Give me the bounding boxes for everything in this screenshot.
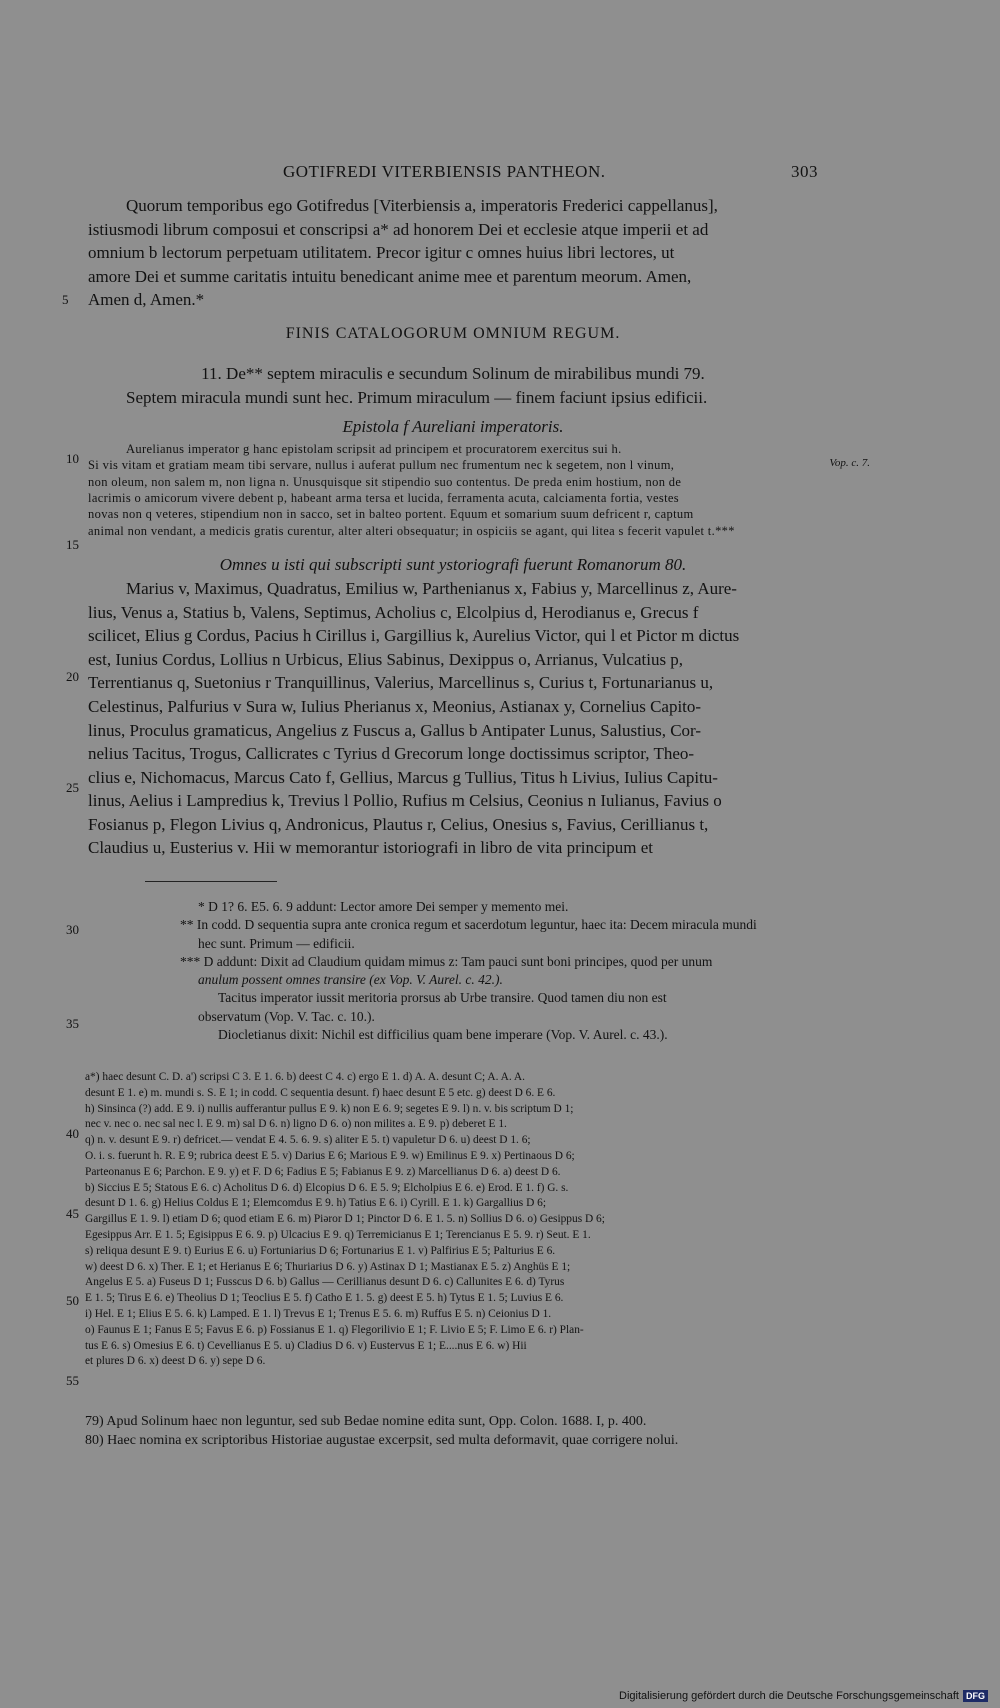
- footnote-line: Diocletianus dixit: Nichil est difficilius quam bene imperare (Vop. V. Aurel. c. 43.).: [218, 1027, 668, 1043]
- apparatus-line: h) Sinsinca (?) add. E 9. i) nullis aufferantur pullus E 9. k) non E 6. 9; segetes E 9. l) n. v. bis scriptum D 1;: [85, 1102, 574, 1115]
- line-number-15: 15: [66, 537, 79, 552]
- apparatus-line: desunt E 1. e) m. mundi s. S. E 1; in codd. C sequentia desunt. f) haec desunt E 5 etc. g) deest D 6. E 6.: [85, 1086, 556, 1099]
- epistola-line: animal non vendant, a medicis gratis curentur, alter alteri obsequatur; in ospiciis se agant, qui litea s fecerit vapulet t.***: [88, 523, 735, 538]
- line-number-5: 5: [62, 292, 69, 307]
- historians-list: [88, 577, 818, 860]
- apparatus-line: et plures D 6. x) deest D 6. y) sepe D 6.: [85, 1355, 266, 1368]
- epistola-line: Aurelianus imperator g hanc epistolam scripsit ad principem et procuratorem exercitus sui h.: [126, 442, 622, 457]
- footnote-line: anulum possent omnes transire (ex Vop. V. Aurel. c. 42.).: [198, 972, 503, 988]
- apparatus-line: Egesippus Arr. E 1. 5; Egisippus E 6. 9. p) Ulcacius E 9. q) Terremicianus E 1; Terencianus E 5. 9. r) Seut. E 1.: [85, 1228, 591, 1241]
- line-number-45: 45: [66, 1206, 79, 1221]
- epistola-line: non oleum, non salem m, non ligna n. Unusquisque sit stipendio suo contentus. De preda enim hostium, non de: [88, 474, 682, 489]
- apparatus-line: q) n. v. desunt E 9. r) defricet.— vendat E 4. 5. 6. 9. s) aliter E 5. t) vapuletur D 6. u) deest D 1. 6;: [85, 1134, 531, 1147]
- line-number-40: 40: [66, 1126, 79, 1141]
- footnote-line: Tacitus imperator iussit meritoria prorsus ab Urbe transire. Quod tamen diu non est: [218, 990, 667, 1006]
- apparatus-line: Gargillus E 1. 9. l) etiam D 6; quod etiam E 6. m) Piəror D 1; Pinctor D 6. E 1. 5. n) Sollius D 6. o) Gesippus D 6;: [85, 1213, 605, 1226]
- footnote-rule: [145, 881, 277, 882]
- apparatus-line: s) reliqua desunt E 9. t) Eurius E 6. u) Fortuniarius D 6; Fortunarius E 1. v) Palfirius E 5; Palturius E 6.: [85, 1244, 556, 1257]
- critical-apparatus: [85, 1070, 817, 1370]
- historians-line: Claudius u, Eusterius v. Hii w memorantur istoriografi in libro de vita principum et: [88, 838, 653, 858]
- intro-line: Quorum temporibus ego Gotifredus [Viterbiensis a, imperatoris Frederici cappellanus],: [126, 196, 718, 215]
- historians-line: est, Iunius Cordus, Lollius n Urbicus, Elius Sabinus, Dexippus o, Arrianus, Vulcatius p,: [88, 649, 684, 669]
- footer-text: Digitalisierung gefördert durch die Deutsche Forschungsgemeinschaft: [619, 1690, 959, 1702]
- apparatus-line: tus E 6. s) Omesius E 6. t) Cevellianus E 5. u) Cladius D 6. v) Eustervus E 1; E....nus E 6. w) Hii: [85, 1339, 527, 1352]
- epistola-line: lacrimis o amicorum vivere debent p, habeant arma tersa et lucida, ferramenta acuta, calciamenta fortia, vestes: [88, 491, 680, 506]
- apparatus-line: i) Hel. E 1; Elius E 5. 6. k) Lamped. E 1. l) Trevus E 1; Trenus E 5. 6. m) Ruffus E 5. n) Ceionius D 1.: [85, 1307, 552, 1320]
- line-number-10: 10: [66, 451, 79, 466]
- endnotes: [85, 1412, 817, 1450]
- apparatus-line: o) Faunus E 1; Fanus E 5; Favus E 6. p) Fossianus E 1. q) Flegorilivio E 1; F. Livio E 5; F. Limo E 6. r) Plan-: [85, 1323, 584, 1336]
- line-number-25: 25: [66, 780, 79, 795]
- footnote-line: * D 1? 6. E5. 6. 9 addunt: Lector amore Dei semper y memento mei.: [198, 899, 569, 914]
- apparatus-line: desunt D 1. 6. g) Helius Coldus E 1; Elemcomdus E 9. h) Tatius E 6. i) Cyrill. E 1. k) Gargallius D 6;: [85, 1197, 547, 1210]
- historians-line: linus, Aelius i Lampredius k, Trevius l Pollio, Rufius m Celsius, Ceonius n Iulianus, Favius o: [88, 791, 722, 811]
- footnote-line: ** In codd. D sequentia supra ante cronica regum et sacerdotum leguntur, haec ita: Decem miracula mundi: [180, 917, 757, 933]
- apparatus-line: a*) haec desunt C. D. a') scripsi C 3. E 1. 6. b) deest C 4. c) ergo E 1. d) A. A. desunt C; A. A. A.: [85, 1071, 526, 1083]
- section-11-title: 11. De** septem miraculis e secundum Solinum de mirabilibus mundi 79.: [201, 363, 705, 383]
- omnes-title: Omnes u isti qui subscripti sunt ystoriografi fuerunt Romanorum 80.: [219, 554, 687, 574]
- apparatus-line: w) deest D 6. x) Ther. E 1; et Herianus E 6; Thuriarius D 6. y) Astinax D 1; Mastianax E 5. z) Anghüs E 1;: [85, 1260, 571, 1273]
- line-number-55: 55: [66, 1373, 79, 1388]
- epistola-line: Si vis vitam et gratiam meam tibi servare, nullus i auferat pullum nec frumentum nec k segetem, non l vinum,: [88, 458, 675, 473]
- epistola-title: Epistola f Aureliani imperatoris.: [342, 417, 564, 437]
- historians-line: Fosianus p, Flegon Livius q, Andronicus, Plautus r, Celius, Onesius s, Favius, Cerillianus t,: [88, 814, 709, 834]
- intro-line: omnium b lectorum perpetuam utilitatem. Precor igitur c omnes huius libri lectores, ut: [88, 243, 675, 263]
- line-number-30: 30: [66, 922, 79, 937]
- historians-line: linus, Proculus gramaticus, Angelius z Fuscus a, Gallus b Antipater Lunus, Salustius, Cor-: [88, 720, 702, 740]
- finis-heading: FINIS CATALOGORUM OMNIUM REGUM.: [285, 324, 621, 342]
- footnote-line: hec sunt. Primum — edificii.: [198, 935, 355, 951]
- intro-line: istiusmodi librum composui et conscripsi a* ad honorem Dei et ecclesie atque imperii et ad: [88, 219, 709, 239]
- apparatus-line: Angelus E 5. a) Fuseus D 1; Fusscus D 6. b) Gallus — Cerillianus desunt D 6. c) Callunites E 6. d) Tyrus: [85, 1276, 565, 1289]
- main-text: [88, 194, 818, 860]
- digitization-footer: [619, 1690, 988, 1702]
- footnote-line: observatum (Vop. V. Tac. c. 10.).: [198, 1008, 375, 1024]
- apparatus-line: Parteonanus E 6; Parchon. E 9. y) et F. D 6; Fadius E 5; Fabianus E 9. z) Marcellianus D 6. a) deest D 6.: [85, 1165, 561, 1178]
- endnote-79: 79) Apud Solinum haec non leguntur, sed sub Bedae nomine edita sunt, Opp. Colon. 1688. I, p. 400.: [85, 1414, 647, 1429]
- dfg-logo: DFG: [963, 1690, 988, 1702]
- historians-line: lius, Venus a, Statius b, Valens, Septimus, Acholius c, Elcolpius d, Herodianus e, Grecus f: [88, 602, 699, 622]
- line-number-35: 35: [66, 1016, 79, 1031]
- historians-line: Celestinus, Palfurius v Sura w, Iulius Pherianus x, Meonius, Astianax y, Cornelius Capito-: [88, 696, 702, 716]
- apparatus-line: E 1. 5; Tirus E 6. e) Theolius D 1; Teoclius E 5. f) Catho E 1. 5. g) deest E 5. h) Tytus E 1. 5; Luvius E 6.: [85, 1292, 564, 1305]
- apparatus-line: b) Siccius E 5; Statous E 6. c) Acholitus D 6. d) Elcopius D 6. E 5. 9; Elcholpius E 6. e) Erod. E 1. f) G. s.: [85, 1181, 569, 1194]
- footnote-line: *** D addunt: Dixit ad Claudium quidam mimus z: Tam pauci sunt boni principes, quod per unum: [180, 953, 713, 969]
- epistola-line: novas non q veteres, stipendium non in sacco, set in balteo portent. Equum et somarium suum defricent r, captum: [88, 507, 694, 522]
- header-title: GOTIFREDI VITERBIENSIS PANTHEON.: [283, 162, 606, 181]
- margin-reference: Vop. c. 7.: [829, 457, 870, 469]
- line-number-50: 50: [66, 1293, 79, 1308]
- epistola-text: [88, 441, 818, 539]
- endnote-80: 80) Haec nomina ex scriptoribus Historiae augustae excerpsit, sed multa deformavit, quae corrigere nolui.: [85, 1433, 679, 1448]
- historians-line: nelius Tacitus, Trogus, Callicrates c Tyrius d Grecorum longe doctissimus scriptor, Theo-: [88, 744, 695, 764]
- running-header: [88, 162, 818, 186]
- apparatus-line: nec v. nec o. nec sal nec l. E 9. m) sal D 6. n) ligno D 6. o) non milites a. E 9. p) deberet E 1.: [85, 1118, 507, 1131]
- historians-line: Marius v, Maximus, Quadratus, Emilius w, Parthenianus x, Fabius y, Marcellinus z, Aure-: [126, 578, 737, 598]
- historians-line: Terrentianus q, Suetonius r Tranquillinus, Valerius, Marcellinus s, Curius t, Fortunarianus u,: [88, 673, 714, 693]
- intro-line: amore Dei et summe caritatis intuitu benedicant anime mee et parentum meorum. Amen,: [88, 266, 692, 286]
- historians-line: clius e, Nichomacus, Marcus Cato f, Gellius, Marcus g Tullius, Titus h Livius, Iulius Capitu-: [88, 767, 718, 787]
- line-number-20: 20: [66, 669, 79, 684]
- intro-line: Amen d, Amen.*: [88, 290, 205, 310]
- historians-line: scilicet, Elius g Cordus, Pacius h Cirillus i, Gargillius k, Aurelius Victor, qui l et Pictor m dictus: [88, 626, 740, 646]
- footnotes: [88, 898, 818, 1044]
- page-number: 303: [791, 162, 818, 181]
- section-11-text: Septem miracula mundi sunt hec. Primum miraculum — finem faciunt ipsius edificii.: [126, 387, 708, 407]
- apparatus-line: O. i. s. fuerunt h. R. E 9; rubrica deest E 5. v) Darius E 6; Marious E 9. w) Emilinus E 9. x) Pertinaous D 6;: [85, 1149, 575, 1162]
